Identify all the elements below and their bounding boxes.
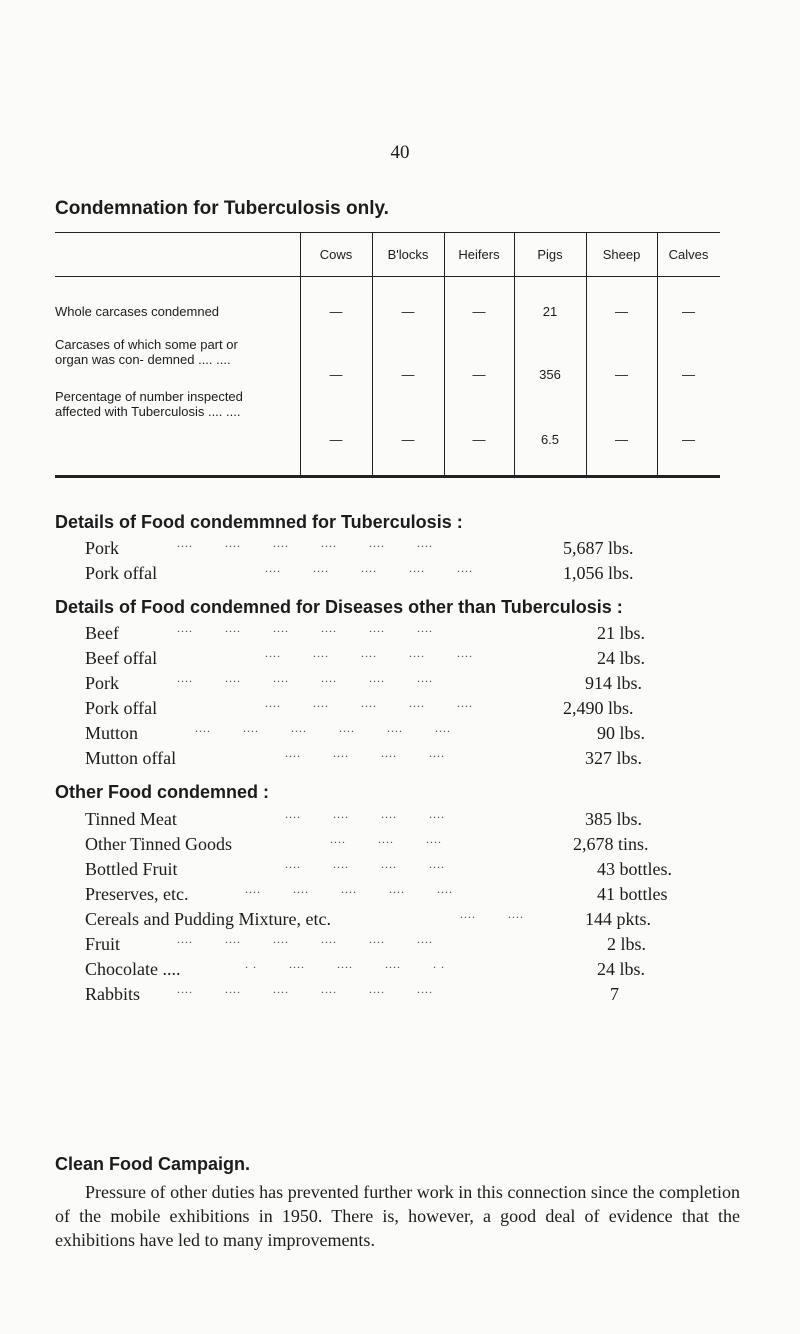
item-value: 385 lbs. [585,809,643,829]
table-cell: — [615,432,628,447]
item-value: 2,490 lbs. [563,698,634,718]
dot-leader: .... .... .... .... .... .... [195,721,451,735]
item-value: 914 lbs. [585,673,643,693]
item-label: Pork offal [85,563,158,583]
table-cell: — [682,367,695,382]
table-cell: — [329,367,343,382]
dot-leader: .... .... .... .... [285,746,445,760]
column-header-calves: Calves [668,246,709,262]
item-value: 41 bottles [597,884,668,904]
section-title-clean-food: Clean Food Campaign. [55,1154,251,1174]
item-label: Fruit [85,934,121,954]
table-bottom-rule [55,475,720,478]
item-label: Mutton [85,723,139,743]
item-value: 24 lbs. [597,648,646,668]
list-item [85,859,775,884]
item-label: Preserves, etc. [85,884,189,904]
dot-leader: . . .... .... .... . . [245,957,445,971]
dot-leader: .... .... .... .... .... [245,882,453,896]
list-item [85,748,775,773]
dot-leader: .... .... .... [330,832,442,846]
item-value: 21 lbs. [597,623,646,643]
item-label: Pork [85,673,120,693]
list-item [85,563,775,588]
item-label: Mutton offal [85,748,177,768]
row-label-whole-carcases: Whole carcases condemned [55,304,220,319]
dot-leader: .... .... [460,907,524,921]
dot-leader: .... .... .... .... .... .... [177,536,433,550]
clean-food-paragraph: Pressure of other duties has prevented further work in this connection since the completion of the mobile exhibitions in 1950. There is, however, a good deal of evidence that the exhibitions have led to many improvements. [55,1182,740,1250]
column-header-sheep: Sheep [602,246,641,262]
list-item [85,538,775,563]
list-item [85,834,775,859]
item-value: 24 lbs. [597,959,646,979]
row-label-percentage: Percentage of number inspected affected with Tuberculosis .... .... [55,389,243,419]
dot-leader: .... .... .... .... [285,807,445,821]
item-label: Pork [85,538,120,558]
table-cell: — [401,367,415,382]
item-label: Chocolate .... [85,959,181,979]
item-label: Cereals and Pudding Mixture, etc. [85,909,331,929]
dot-leader: .... .... .... .... .... .... [177,621,433,635]
table-cell: — [329,432,343,447]
list-item [85,909,775,934]
item-value: 5,687 lbs. [563,538,634,558]
list-item [85,723,775,748]
list-item [85,984,775,1009]
list-item [85,959,775,984]
row-label-part-condemned: Carcases of which some part or organ was con- demned .... .... [55,337,238,367]
item-label: Rabbits [85,984,141,1004]
item-label: Beef [85,623,119,643]
list-item [85,809,775,834]
table-cell: — [472,367,486,382]
item-value: 43 bottles. [597,859,672,879]
dot-leader: .... .... .... .... .... [265,696,473,710]
column-header-cows: Cows [319,246,353,262]
item-value: 7 [610,984,619,1004]
table-header-rule [55,276,720,277]
item-label: Pork offal [85,698,158,718]
other-diseases-food-list [85,623,775,773]
item-label: Bottled Fruit [85,859,178,879]
list-item [85,673,775,698]
table-cell: — [472,304,486,319]
table-title: Condemnation for Tuberculosis only. [55,198,389,219]
tuberculosis-food-list [85,538,775,588]
item-value: 2 lbs. [607,934,647,954]
tuberculosis-table [55,232,720,478]
item-value: 144 pkts. [585,909,652,929]
item-value: 1,056 lbs. [563,563,634,583]
dot-leader: .... .... .... .... .... [265,646,473,660]
page-number: 40 [390,142,410,163]
dot-leader: .... .... .... .... [285,857,445,871]
item-label: Tinned Meat [85,809,177,829]
item-value: 90 lbs. [597,723,646,743]
table-cell: — [401,304,415,319]
list-item [85,648,775,673]
table-cell: — [401,432,415,447]
list-item [85,698,775,723]
table-cell: — [682,304,695,319]
item-label: Beef offal [85,648,158,668]
item-value: 327 lbs. [585,748,643,768]
list-item [85,623,775,648]
table-cell: — [472,432,486,447]
list-item [85,934,775,959]
section-title-other-diseases: Details of Food condemned for Diseases other than Tuberculosis : [55,597,623,617]
section-title-other-food: Other Food condemned : [55,782,269,802]
other-food-list [85,809,775,1009]
dot-leader: .... .... .... .... .... .... [177,982,433,996]
column-header-bullocks: B'locks [387,246,429,262]
table-cell: — [615,367,628,382]
column-header-pigs: Pigs [537,246,563,262]
item-label: Other Tinned Goods [85,834,233,854]
dot-leader: .... .... .... .... .... .... [177,671,433,685]
table-cell: — [329,304,343,319]
list-item [85,884,775,909]
dot-leader: .... .... .... .... .... .... [177,932,433,946]
table-cell: 21 [542,304,558,319]
dot-leader: .... .... .... .... .... [265,561,473,575]
table-cell: — [615,304,628,319]
table-cell: 356 [539,367,561,382]
table-cell: 6.5 [540,432,560,447]
item-value: 2,678 tins. [573,834,649,854]
section-title-tuberculosis: Details of Food condemmned for Tuberculosis : [55,512,463,532]
column-header-heifers: Heifers [458,246,500,262]
table-cell: — [682,432,695,447]
